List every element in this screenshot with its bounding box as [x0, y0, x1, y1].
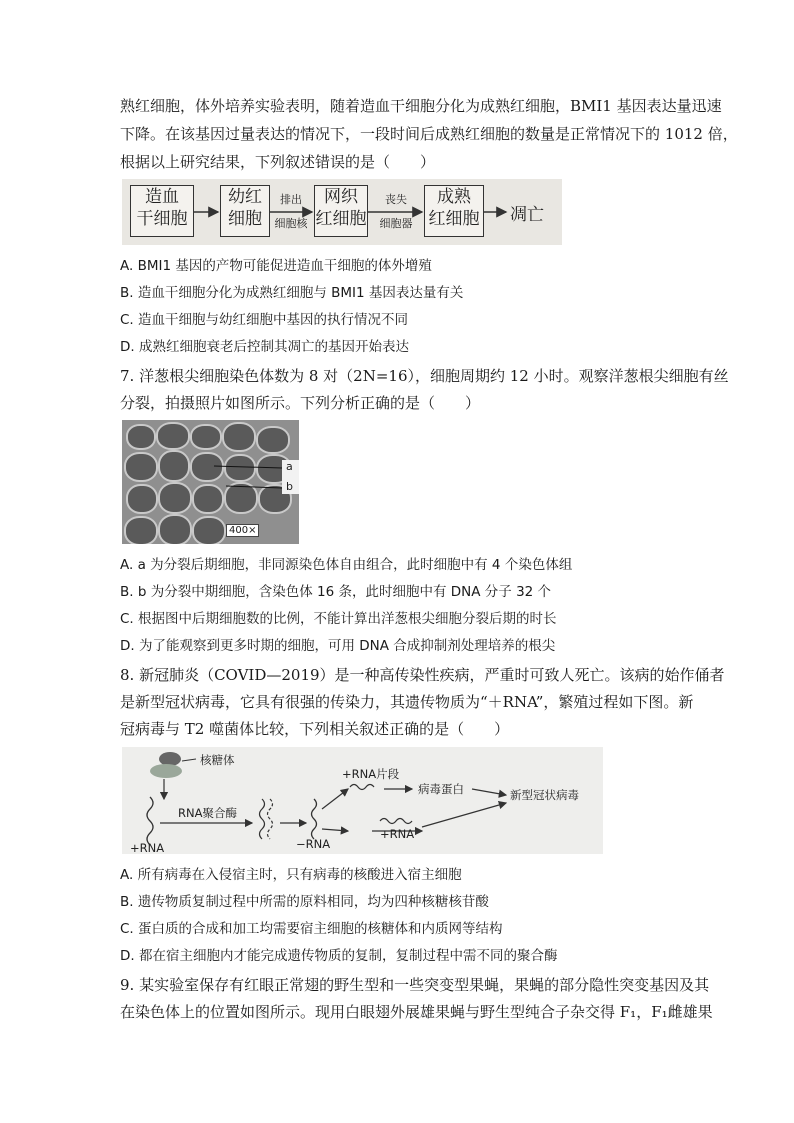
- reticulocyte-label-1: 网织: [324, 187, 358, 207]
- q7-option-d: D. 为了能观察到更多时期的细胞，可用 DNA 合成抑制剂处理培养的根尖: [120, 638, 556, 654]
- label-a: a: [286, 460, 293, 473]
- plus-rna-strand: [147, 797, 153, 845]
- reticulocyte-label-2: 红细胞: [315, 209, 367, 229]
- arrow2-label-top: 排出: [280, 193, 302, 206]
- q6-stem-line-2: 下降。在该基因过量表达的情况下，一段时间后成熟红细胞的数量是正常情况下的 1012 倍，: [120, 125, 738, 143]
- viral-protein-label: 病毒蛋白: [418, 782, 464, 796]
- q6-stem-line-1: 熟红细胞，体外培养实验表明，随着造血干细胞分化为成熟红细胞，BMI1 基因表达量迅速: [120, 97, 722, 115]
- erythroblast-box: [220, 185, 270, 237]
- reticulocyte-box: [314, 185, 368, 237]
- minus-rna-label: −RNA: [296, 837, 331, 851]
- ribosome-label: 核糖体: [200, 753, 235, 767]
- rna-polymerase-label: RNA聚合酶: [178, 806, 237, 820]
- pointer-lines: [122, 420, 299, 544]
- ribosome-large-subunit: [150, 764, 182, 778]
- q7-option-c: C. 根据图中后期细胞数的比例，不能计算出洋葱根尖细胞分裂后期的时长: [120, 611, 557, 627]
- mature-rbc-label-2: 红细胞: [428, 209, 480, 229]
- rna-fragment-label: +RNA片段: [342, 767, 400, 781]
- q8-option-b: B. 遗传物质复制过程中所需的原料相同，均为四种核糖核苷酸: [120, 894, 489, 910]
- q8-stem-line-1: 8. 新冠肺炎（COVID—2019）是一种高传染性疾病，严重时可致人死亡。该病的始作俑者: [120, 666, 725, 684]
- q9-stem-line-2: 在染色体上的位置如图所示。现用白眼翅外展雄果蝇与野生型纯合子杂交得 F₁，F₁雌雄果: [120, 1003, 713, 1021]
- q7-option-a: A. a 为分裂后期细胞，非同源染色体自由组合，此时细胞中有 4 个染色体组: [120, 557, 573, 573]
- arrow3-label-top: 丧失: [385, 193, 407, 206]
- arrow3-label-bottom: 细胞器: [379, 217, 413, 230]
- q7-stem-line-2: 分裂，拍摄照片如图所示。下列分析正确的是（ ）: [120, 394, 481, 412]
- q7-stem-line-1: 7. 洋葱根尖细胞染色体数为 8 对（2N=16），细胞周期约 12 小时。观察洋葱根尖细胞有丝: [120, 367, 729, 385]
- mature-rbc-label-1: 成熟: [437, 187, 471, 207]
- plus-rna-label: +RNA: [130, 841, 165, 855]
- q8-option-d: D. 都在宿主细胞内才能完成遗传物质的复制，复制过程中需不同的聚合酶: [120, 948, 558, 964]
- minus-rna-strand: [312, 799, 317, 839]
- erythroblast-label-1: 幼红: [228, 187, 262, 207]
- q6-option-b: B. 造血干细胞分化为成熟红细胞与 BMI1 基因表达量有关: [120, 285, 464, 301]
- virus-replication-diagram: [122, 747, 603, 854]
- hsc-label-2: 干细胞: [136, 209, 188, 229]
- q6-option-c: C. 造血干细胞与幼红细胞中基因的执行情况不同: [120, 312, 409, 328]
- q7-option-b: B. b 为分裂中期细胞，含染色体 16 条，此时细胞中有 DNA 分子 32 个: [120, 584, 552, 600]
- q8-stem-line-3: 冠病毒与 T2 噬菌体比较，下列相关叙述正确的是（ ）: [120, 720, 510, 738]
- q8-option-a: A. 所有病毒在入侵宿主时，只有病毒的核酸进入宿主细胞: [120, 867, 462, 883]
- magnification-label: 400×: [226, 524, 259, 537]
- new-plus-rna-label: +RNA: [380, 827, 415, 841]
- q8-option-c: C. 蛋白质的合成和加工均需要宿主细胞的核糖体和内质网等结构: [120, 921, 503, 937]
- cell-differentiation-flowchart: [122, 179, 562, 245]
- q6-option-a: A. BMI1 基因的产物可能促进造血干细胞的体外增殖: [120, 258, 432, 274]
- label-b: b: [286, 480, 293, 493]
- novel-coronavirus-label: 新型冠状病毒: [510, 788, 579, 802]
- q6-option-d: D. 成熟红细胞衰老后控制其凋亡的基因开始表达: [120, 339, 409, 355]
- q8-stem-line-2: 是新型冠状病毒，它具有很强的传染力，其遗传物质为“＋RNA”，繁殖过程如下图。新: [120, 693, 694, 711]
- q9-stem-line-1: 9. 某实验室保存有红眼正常翅的野生型和一些突变型果蝇，果蝇的部分隐性突变基因及其: [120, 976, 710, 994]
- q6-stem-line-3: 根据以上研究结果，下列叙述错误的是（ ）: [120, 153, 436, 171]
- arrow2-label-bottom: 细胞核: [274, 217, 308, 230]
- onion-root-micrograph: [122, 420, 299, 544]
- erythroblast-label-2: 细胞: [228, 209, 262, 229]
- hsc-label-1: 造血: [145, 187, 179, 207]
- ribosome-small-subunit: [159, 752, 181, 766]
- mature-rbc-box: [424, 185, 484, 237]
- apoptosis-label: 凋亡: [510, 205, 544, 225]
